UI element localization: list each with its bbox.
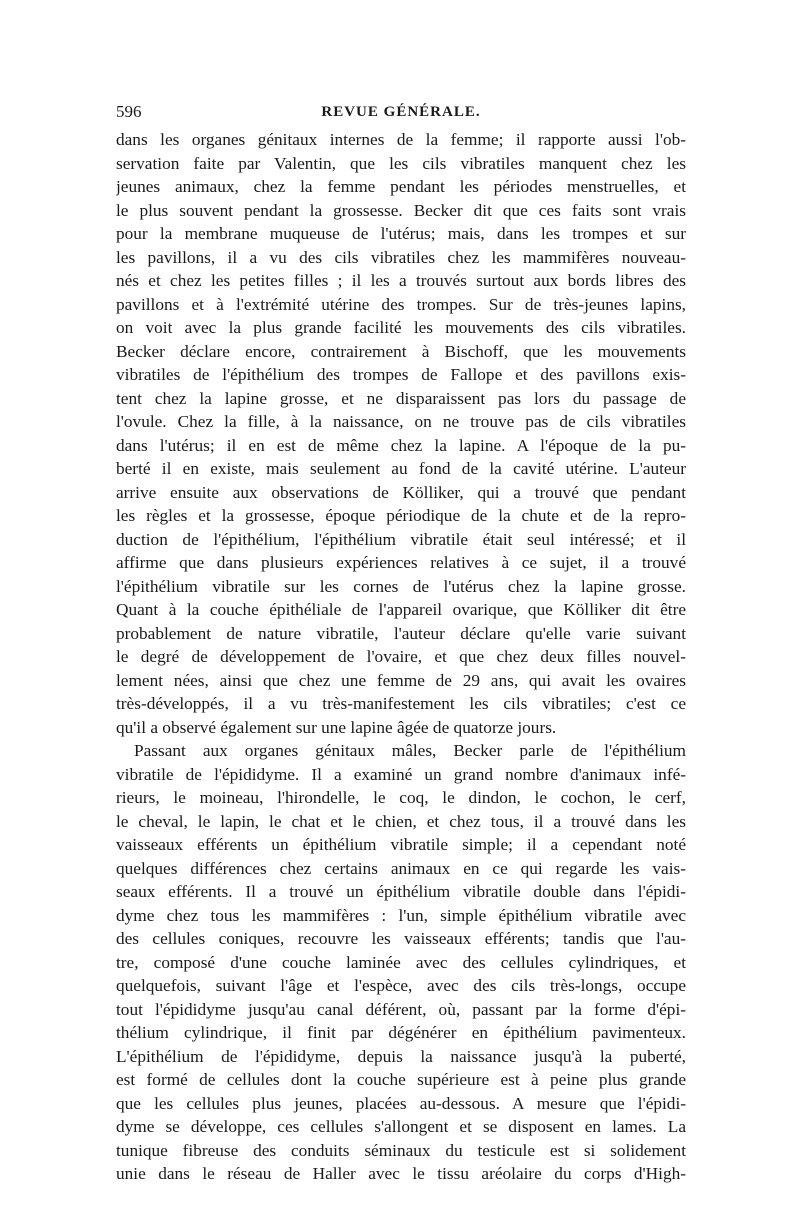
text-line: le cheval, le lapin, le chat et le chien, et chez tous, il a trouvé dans les — [116, 811, 686, 831]
text-line: des cellules coniques, recouvre les vaisseaux efférents; tandis que l'au- — [116, 929, 686, 948]
paragraph-start-line: Passant aux organes génitaux mâles, Becker parle de l'épithélium — [134, 741, 686, 760]
text-line: Quant à la couche épithéliale de l'appareil ovarique, que Kölliker dit être — [116, 600, 686, 619]
text-line: dyme chez tous les mammifères : l'un, simple épithélium vibratile avec — [116, 905, 686, 925]
text-line: lement nées, ainsi que chez une femme de 29 ans, qui avait les ovaires — [116, 670, 686, 690]
book-page — [116, 100, 686, 1186]
text-line: vibratile de l'épididyme. Il a examiné un grand nombre d'animaux infé- — [116, 764, 686, 784]
text-line: rieurs, le moineau, l'hirondelle, le coq, le dindon, le cochon, le cerf, — [116, 788, 686, 807]
text-line: dans l'utérus; il en est de même chez la lapine. A l'époque de la pu- — [116, 435, 686, 455]
text-line: est formé de cellules dont la couche supérieure est à peine plus grande — [116, 1070, 686, 1089]
text-line: dyme se développe, ces cellules s'allongent et se disposent en lames. La — [116, 1117, 686, 1136]
text-line: l'épithélium vibratile sur les cornes de l'utérus chez la lapine grosse. — [116, 576, 686, 596]
text-line: affirme que dans plusieurs expériences relatives à ce sujet, il a trouvé — [116, 553, 686, 572]
text-line: le degré de développement de l'ovaire, et que chez deux filles nouvel- — [116, 647, 686, 666]
page-header — [116, 100, 686, 124]
text-line: vaisseaux efférents un épithélium vibratile simple; il a cependant noté — [116, 835, 686, 854]
text-line: nés et chez les petites filles ; il les a trouvés surtout aux bords libres des — [116, 271, 686, 290]
text-line: très-développés, il a vu très-manifestement les cils vibratiles; c'est ce — [116, 694, 686, 713]
text-line: L'épithélium de l'épididyme, depuis la naissance jusqu'à la puberté, — [116, 1046, 686, 1066]
text-line: thélium cylindrique, il finit par dégénérer en épithélium pavimenteux. — [116, 1023, 686, 1042]
text-line: pavillons et à l'extrémité utérine des trompes. Sur de très-jeunes lapins, — [116, 294, 686, 314]
text-line: l'ovule. Chez la fille, à la naissance, on ne trouve pas de cils vibratiles — [116, 412, 686, 431]
text-line: tout l'épididyme jusqu'au canal déférent, où, passant par la forme d'épi- — [116, 999, 686, 1019]
text-line: vibratiles de l'épithélium des trompes de Fallope et des pavillons exis- — [116, 365, 686, 384]
text-line: seaux efférents. Il a trouvé un épithélium vibratile double dans l'épidi- — [116, 882, 686, 901]
text-line: les pavillons, il a vu des cils vibratiles chez les mammifères nouveau- — [116, 247, 686, 267]
paragraph-end-line: qu'il a observé également sur une lapine âgée de quatorze jours. — [116, 717, 557, 737]
text-line: arrive ensuite aux observations de Kölliker, qui a trouvé que pendant — [116, 482, 686, 502]
text-line: probablement de nature vibratile, l'auteur déclare qu'elle varie suivant — [116, 623, 686, 643]
text-line: berté il en existe, mais seulement au fond de la cavité utérine. L'auteur — [116, 459, 686, 478]
text-line: servation faite par Valentin, que les cils vibratiles manquent chez les — [116, 153, 686, 173]
text-line: Becker déclare encore, contrairement à Bischoff, que les mouvements — [116, 341, 686, 361]
text-line: tre, composé d'une couche laminée avec des cellules cylindriques, et — [116, 952, 686, 972]
text-line: quelquefois, suivant l'âge et l'espèce, avec des cils très-longs, occupe — [116, 976, 686, 995]
text-line: on voit avec la plus grande facilité les mouvements des cils vibratiles. — [116, 318, 686, 337]
text-line: jeunes animaux, chez la femme pendant les périodes menstruelles, et — [116, 177, 686, 196]
text-line: les règles et la grossesse, époque périodique de la chute et de la repro- — [116, 506, 686, 525]
text-line: dans les organes génitaux internes de la femme; il rapporte aussi l'ob- — [116, 130, 686, 149]
text-line: pour la membrane muqueuse de l'utérus; mais, dans les trompes et sur — [116, 224, 686, 243]
text-line: tunique fibreuse des conduits séminaux du testicule est si solidement — [116, 1140, 686, 1160]
text-line: que les cellules plus jeunes, placées au-dessous. A mesure que l'épidi- — [116, 1093, 686, 1113]
text-line: quelques différences chez certains animaux en ce qui regarde les vais- — [116, 858, 686, 878]
page-number: 596 — [116, 102, 142, 121]
text-line: unie dans le réseau de Haller avec le tissu aréolaire du corps d'High- — [116, 1164, 686, 1183]
text-line: tent chez la lapine grosse, et ne disparaissent pas lors du passage de — [116, 388, 686, 408]
running-title: REVUE GÉNÉRALE. — [321, 104, 481, 120]
text-line: le plus souvent pendant la grossesse. Becker dit que ces faits sont vrais — [116, 200, 686, 220]
body-text — [116, 128, 686, 1186]
text-line: duction de l'épithélium, l'épithélium vibratile était seul intéressé; et il — [116, 529, 686, 549]
